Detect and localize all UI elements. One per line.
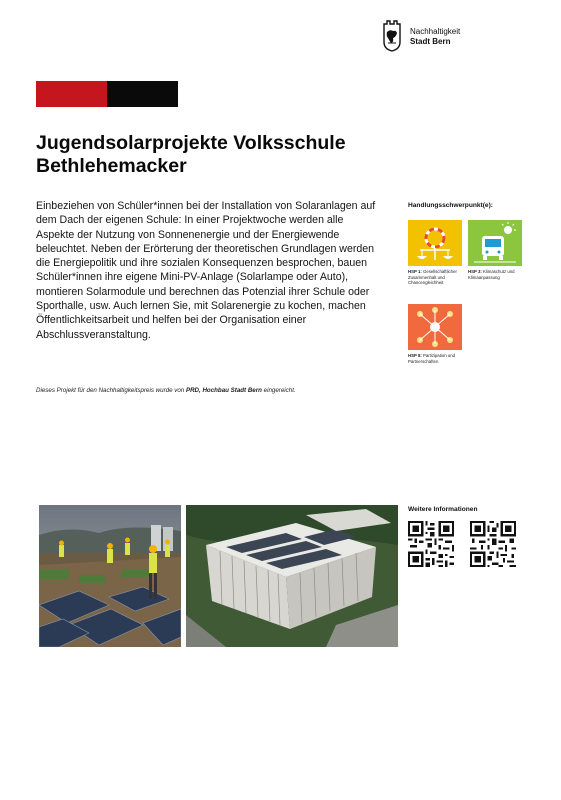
hsp-8-caption bbox=[408, 353, 468, 364]
photo-school-building-aerial bbox=[186, 505, 398, 647]
red-accent-bar bbox=[36, 81, 107, 107]
scale-lifebuoy-icon bbox=[408, 220, 462, 266]
hsp-3-code: HSP 3: bbox=[468, 269, 482, 274]
qr-code-2[interactable] bbox=[470, 521, 516, 567]
submitted-org: PRD, Hochbau Stadt Bern bbox=[185, 387, 262, 394]
black-accent-bar bbox=[107, 81, 178, 107]
hsp-1-text: Gesellschaftlicher Zusammenhalt und Chancengleichheit bbox=[408, 269, 457, 286]
hsp-8-code: HSP 8: bbox=[408, 353, 422, 358]
hsp-3-text: Klimaschutz und Klimaanpassung bbox=[468, 269, 515, 280]
partnership-network-icon bbox=[408, 304, 462, 350]
hsp-heading: Handlungsschwerpunkt(e): bbox=[408, 202, 493, 209]
bern-coat-of-arms-icon bbox=[380, 18, 404, 52]
submitted-suffix: eingereicht. bbox=[261, 387, 296, 394]
hsp-8-text: Partizipation und Partnerschaften bbox=[408, 353, 455, 364]
logo-line-1: Nachhaltigkeit bbox=[410, 27, 461, 36]
logo-text bbox=[410, 27, 460, 47]
hsp-1-tile bbox=[408, 220, 462, 266]
hsp-1-caption bbox=[408, 269, 468, 286]
qr-code-1[interactable] bbox=[408, 521, 454, 567]
hsp-8-tile bbox=[408, 304, 462, 350]
bus-sun-icon bbox=[468, 220, 522, 266]
page-title: Jugendsolarprojekte Volksschule Bethlehemacker bbox=[36, 132, 346, 177]
submitted-by-note bbox=[36, 387, 396, 394]
hsp-1-code: HSP 1: bbox=[408, 269, 422, 274]
hsp-3-caption bbox=[468, 269, 528, 280]
submitted-prefix: Dieses Projekt für den Nachhaltigkeitspreis wurde von bbox=[36, 387, 186, 394]
more-info-heading: Weitere Informationen bbox=[408, 506, 478, 513]
city-logo bbox=[380, 18, 500, 58]
project-description: Einbeziehen von Schüler*innen bei der Installation von Solaranlagen auf dem Dach der eigenen Schule: In einer Projektwoche werden alle Aspekte der Nutzung von Sonnenenergie und der Energiewende beleuchtet. Neben der Erörterung der theoretischen Grundlagen werden die Energiepolitik und ihre sozialen Konsequenzen besprochen, bauen Schüler*innen ihre eigene Mini-PV-Anlage (Solarlampe oder Auto), montieren Solarmodule und berechnen das Potenzial ihrer Schule oder Sporthalle, usw. Auch lernen Sie, mit Solarenergie zu kochen, machen Öffentlichkeitsarbeit und helfen bei der Organisation einer Abschlussveranstaltung. bbox=[36, 200, 376, 341]
hsp-3-tile bbox=[468, 220, 522, 266]
photo-students-installing-panels bbox=[39, 505, 181, 647]
logo-line-2: Stadt Bern bbox=[410, 37, 451, 46]
